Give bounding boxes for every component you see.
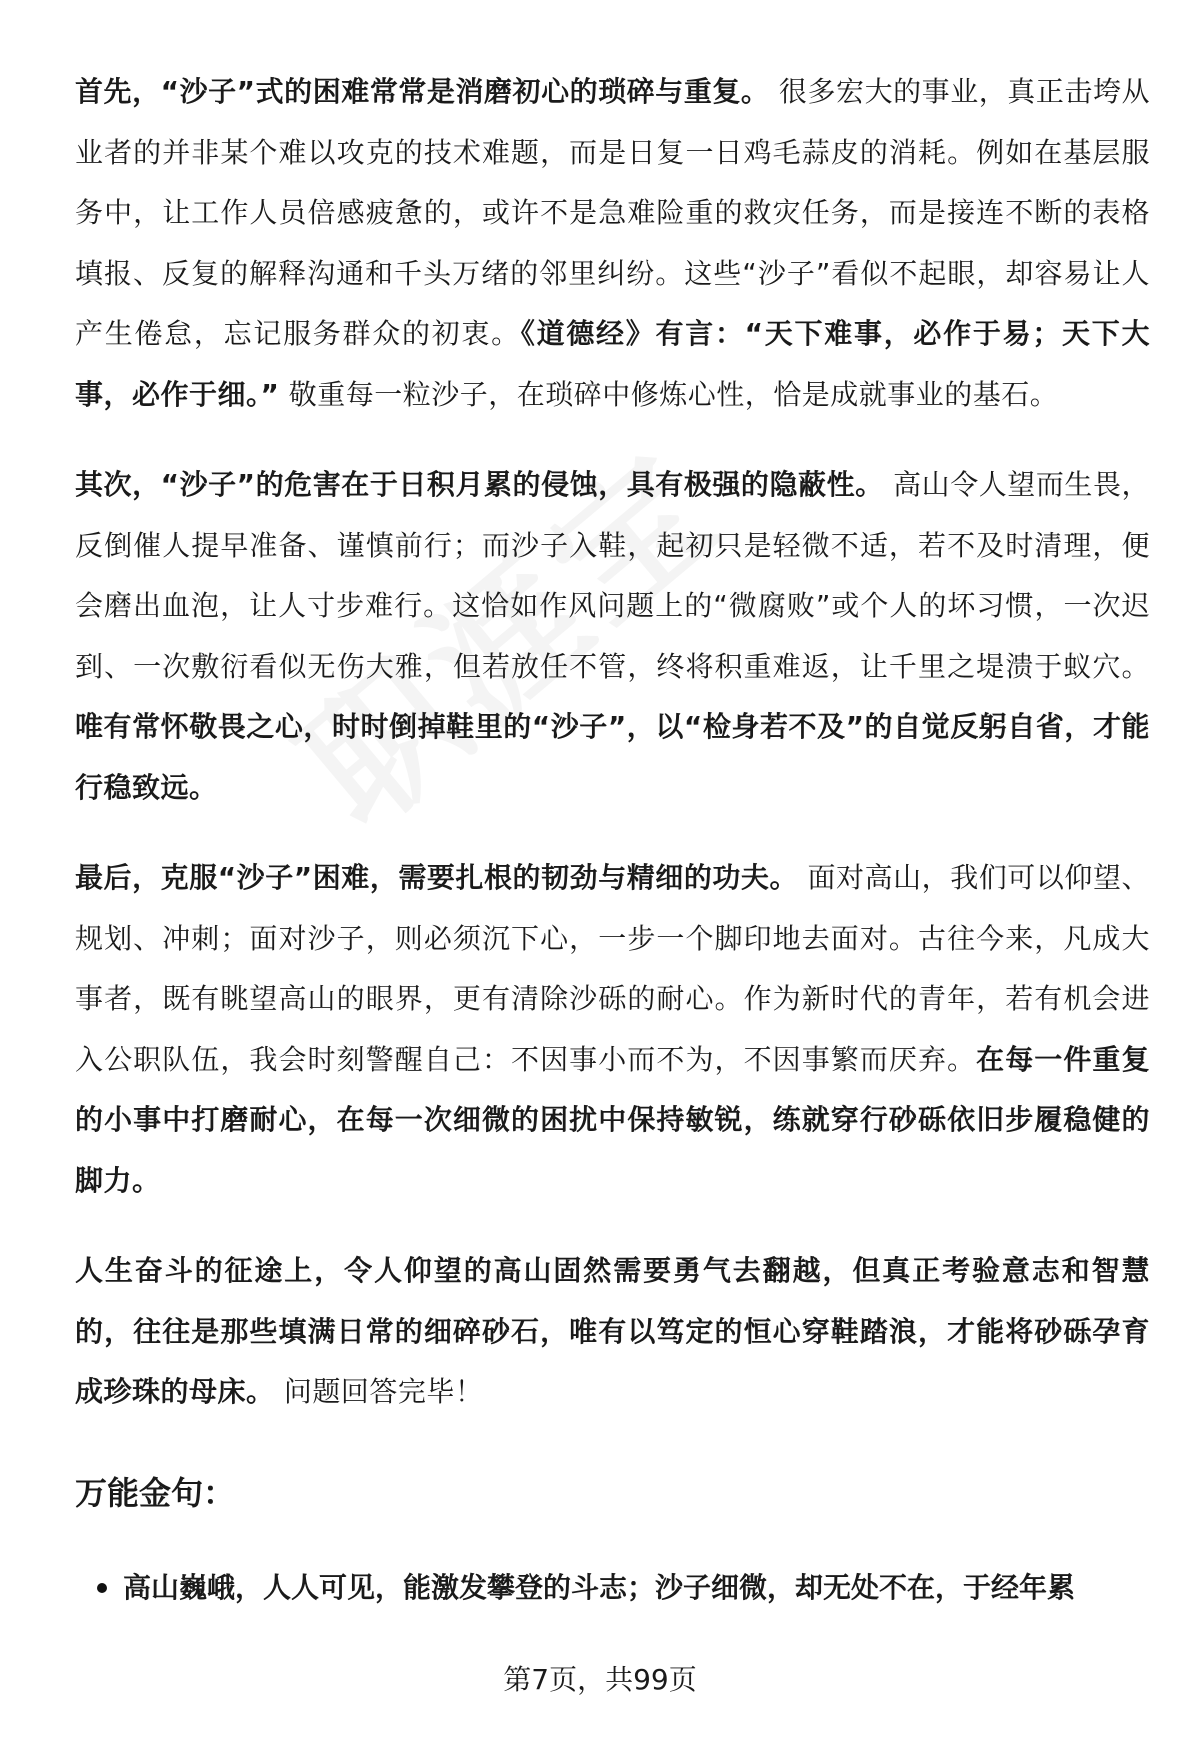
paragraph-conclusion: 在每一件重复的小事中打磨耐心，在每一次细微的困扰中保持敏锐，练就穿行砂砾依旧步履稳健的脚力。 — [75, 1042, 1150, 1197]
paragraph-text: 问题回答完毕！ — [274, 1375, 484, 1408]
paragraph-second — [75, 455, 1150, 818]
paragraph-text: 高山令人望而生畏，反倒催人提早准备、谨慎前行；而沙子入鞋，起初只是轻微不适，若不及时清理，便会磨出血泡，让人寸步难行。这恰如作风问题上的“微腐败”或个人的坏习惯，一次迟到、一次敷衍看似无伤大雅，但若放任不管，终将积重难返，让千里之堤溃于蚁穴。 — [75, 468, 1150, 683]
paragraph-summary — [75, 1241, 1150, 1423]
golden-sentences-list — [75, 1558, 1150, 1618]
paragraph-text: 很多宏大的事业，真正击垮从业者的并非某个难以攻克的技术难题，而是日复一日鸡毛蒜皮的消耗。例如在基层服务中，让工作人员倍感疲惫的，或许不是急难险重的救灾任务，而是接连不断的表格填报、反复的解释沟通和千头万绪的邻里纠纷。这些“沙子”看似不起眼，却容易让人产生倦怠，忘记服务群众的初衷。 — [75, 75, 1150, 350]
document-body — [75, 62, 1150, 1618]
list-item: 高山巍峨，人人可见，能激发攀登的斗志；沙子细微，却无处不在，于经年累 — [123, 1558, 1150, 1618]
paragraph-conclusion: 唯有常怀敬畏之心，时时倒掉鞋里的“沙子”，以“检身若不及”的自觉反躬自省，才能行稳致远。 — [75, 710, 1150, 804]
paragraph-first — [75, 62, 1150, 425]
section-heading: 万能金句： — [75, 1473, 236, 1512]
paragraph-text: 敬重每一粒沙子，在琐碎中修炼心性，恰是成就事业的基石。 — [279, 377, 1059, 411]
paragraph-lead: 人生奋斗的征途上，令人仰望的高山固然需要勇气去翻越，但真正考验意志和智慧的，往往是那些填满日常的细碎砂石，唯有以笃定的恒心穿鞋踏浪，才能将砂砾孕育成珍珠的母床。 — [75, 1254, 1150, 1408]
paragraph-third — [75, 848, 1150, 1211]
paragraph-text: 面对高山，我们可以仰望、规划、冲刺；面对沙子，则必须沉下心，一步一个脚印地去面对。古往今来，凡成大事者，既有眺望高山的眼界，更有清除沙砾的耐心。作为新时代的青年，若有机会进入公职队伍，我会时刻警醒自己：不因事小而不为，不因事繁而厌弃。 — [75, 861, 1150, 1076]
page-number: 第7页，共99页 — [503, 1663, 697, 1696]
paragraph-lead: 首先，“沙子”式的困难常常是消磨初心的琐碎与重复。 — [75, 75, 770, 108]
paragraph-lead: 最后，克服“沙子”困难，需要扎根的韧劲与精细的功夫。 — [75, 861, 799, 894]
paragraph-lead: 其次，“沙子”的危害在于日积月累的侵蚀，具有极强的隐蔽性。 — [75, 468, 884, 501]
paragraph-quote: 《道德经》有言：“天下难事，必作于易；天下大事，必作于细。” — [75, 317, 1150, 411]
